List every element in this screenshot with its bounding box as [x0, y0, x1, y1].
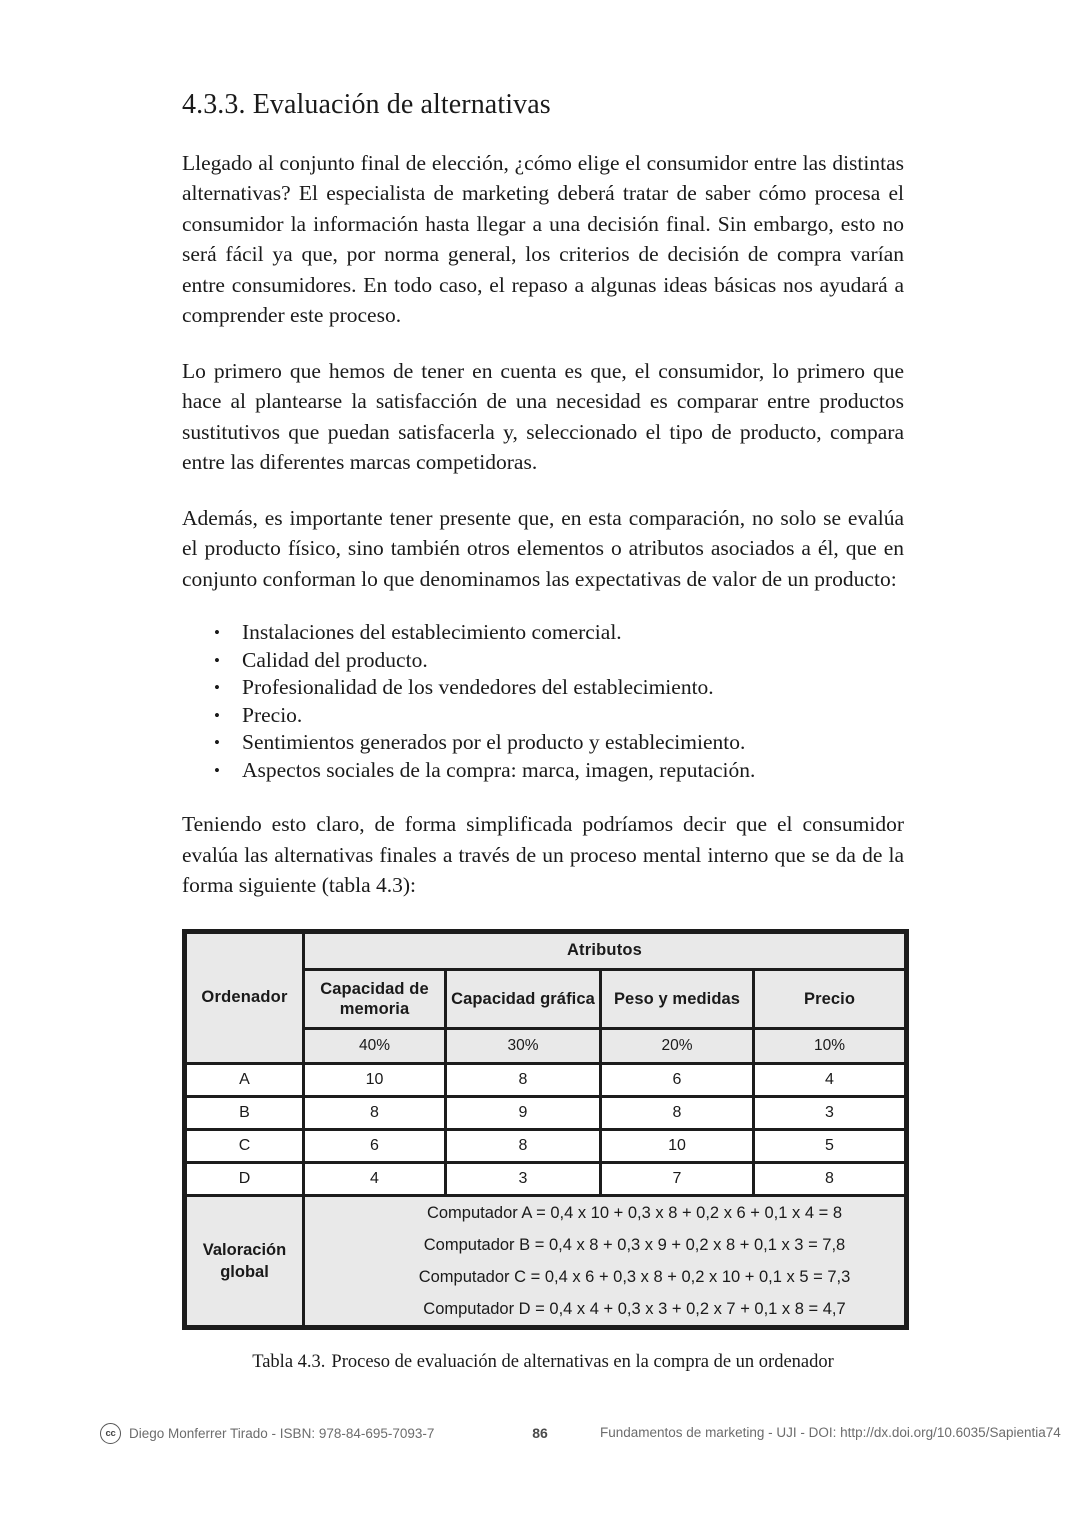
footer-source-doi: Fundamentos de marketing - UJI - DOI: http://dx.doi.org/10.6035/Sapientia74: [600, 1425, 1061, 1440]
list-item: • Sentimientos generados por el producto y establecimiento.: [210, 729, 904, 757]
table-caption: [182, 1352, 904, 1373]
table-caption-text: Proceso de evaluación de alternativas en la compra de un ordenador: [331, 1351, 834, 1372]
cell-value: 3: [754, 1096, 907, 1129]
header-peso-medidas: Peso y medidas: [601, 969, 754, 1028]
global-valuation-label: Valoración global: [185, 1195, 304, 1327]
cell-value: 8: [601, 1096, 754, 1129]
cell-value: 3: [446, 1162, 601, 1195]
page-title: 4.3.3. Evaluación de alternativas: [182, 89, 551, 120]
cell-value: 8: [754, 1162, 907, 1195]
evaluation-table-wrapper: [182, 929, 904, 1373]
table-row: [185, 1063, 907, 1096]
paragraph-1: Llegado al conjunto final de elección, ¿cómo elige el consumidor entre las distintas alternativas? El especialista de marketing deberá tratar de saber cómo procesa el consumidor la información hasta llegar a una decisión final. Sin embargo, esto no será fácil ya que, por norma general, los criterios de decisión de compra varían entre consumidores. En todo caso, el repaso a algunas ideas básicas nos ayudará a comprender este proceso.: [182, 150, 904, 328]
cell-value: 10: [304, 1063, 446, 1096]
header-atributos: Atributos: [304, 931, 907, 969]
header-capacidad-grafica: Capacidad gráfica: [446, 969, 601, 1028]
header-precio: Precio: [754, 969, 907, 1028]
cell-value: 4: [304, 1162, 446, 1195]
weight-precio: 10%: [754, 1028, 907, 1063]
footer-author-isbn: Diego Monferrer Tirado - ISBN: 978-84-695-7093-7: [129, 1426, 435, 1441]
paragraph-4: Teniendo esto claro, de forma simplificada podríamos decir que el consumidor evalúa las alternativas finales a través de un proceso mental interno que se da de la forma siguiente (tabla 4.3):: [182, 812, 904, 898]
cell-value: 9: [446, 1096, 601, 1129]
weight-peso-medidas: 20%: [601, 1028, 754, 1063]
table-row: [185, 1129, 907, 1162]
formula-line: Computador C = 0,4 x 6 + 0,3 x 8 + 0,2 x 10 + 0,1 x 5 = 7,3: [418, 1267, 851, 1286]
weight-capacidad-grafica: 30%: [446, 1028, 601, 1063]
paragraph-2: Lo primero que hemos de tener en cuenta es que, el consumidor, lo primero que hace al plantearse la satisfacción de una necesidad es comparar entre productos sustitutivos que puedan satisfacerla y, seleccionado el tipo de producto, compara entre las diferentes marcas competidoras.: [182, 358, 904, 475]
cell-value: 10: [601, 1129, 754, 1162]
row-label: D: [185, 1162, 304, 1195]
table-row: [185, 1096, 907, 1129]
table-header-row-group: [185, 931, 907, 969]
global-valuation-formulas: [304, 1195, 907, 1327]
creative-commons-icon: cc: [100, 1423, 121, 1444]
row-label: C: [185, 1129, 304, 1162]
header-capacidad-memoria: Capacidad de memoria: [304, 969, 446, 1028]
cell-value: 6: [304, 1129, 446, 1162]
weight-capacidad-memoria: 40%: [304, 1028, 446, 1063]
row-label: B: [185, 1096, 304, 1129]
cell-value: 4: [754, 1063, 907, 1096]
attribute-list: [182, 619, 904, 784]
cell-value: 8: [446, 1129, 601, 1162]
page-content: [182, 88, 904, 1373]
table-global-row: [185, 1195, 907, 1327]
list-item: • Precio.: [210, 702, 904, 730]
cell-value: 7: [601, 1162, 754, 1195]
list-item: • Aspectos sociales de la compra: marca, imagen, reputación.: [210, 757, 904, 785]
formula-line: Computador D = 0,4 x 4 + 0,3 x 3 + 0,2 x 7 + 0,1 x 8 = 4,7: [423, 1299, 846, 1318]
header-ordenador: Ordenador: [185, 931, 304, 1063]
page-footer: [0, 1418, 1080, 1458]
list-item: • Calidad del producto.: [210, 647, 904, 675]
list-item: • Profesionalidad de los vendedores del establecimiento.: [210, 674, 904, 702]
list-item: • Instalaciones del establecimiento comercial.: [210, 619, 904, 647]
formula-line: Computador A = 0,4 x 10 + 0,3 x 8 + 0,2 x 6 + 0,1 x 4 = 8: [426, 1203, 843, 1222]
table-row: [185, 1162, 907, 1195]
evaluation-table: [182, 929, 909, 1330]
formula-line: Computador B = 0,4 x 8 + 0,3 x 9 + 0,2 x 8 + 0,1 x 3 = 7,8: [423, 1235, 846, 1254]
row-label: A: [185, 1063, 304, 1096]
paragraph-3: Además, es importante tener presente que, en esta comparación, no solo se evalúa el producto físico, sino también otros elementos o atributos asociados a él, que en conjunto conforman lo que denominamos las expectativas de valor de un producto:: [182, 505, 904, 591]
cell-value: 5: [754, 1129, 907, 1162]
cell-value: 8: [446, 1063, 601, 1096]
cell-value: 6: [601, 1063, 754, 1096]
cell-value: 8: [304, 1096, 446, 1129]
table-caption-number: Tabla 4.3.: [252, 1351, 326, 1372]
page-number: 86: [532, 1425, 548, 1441]
